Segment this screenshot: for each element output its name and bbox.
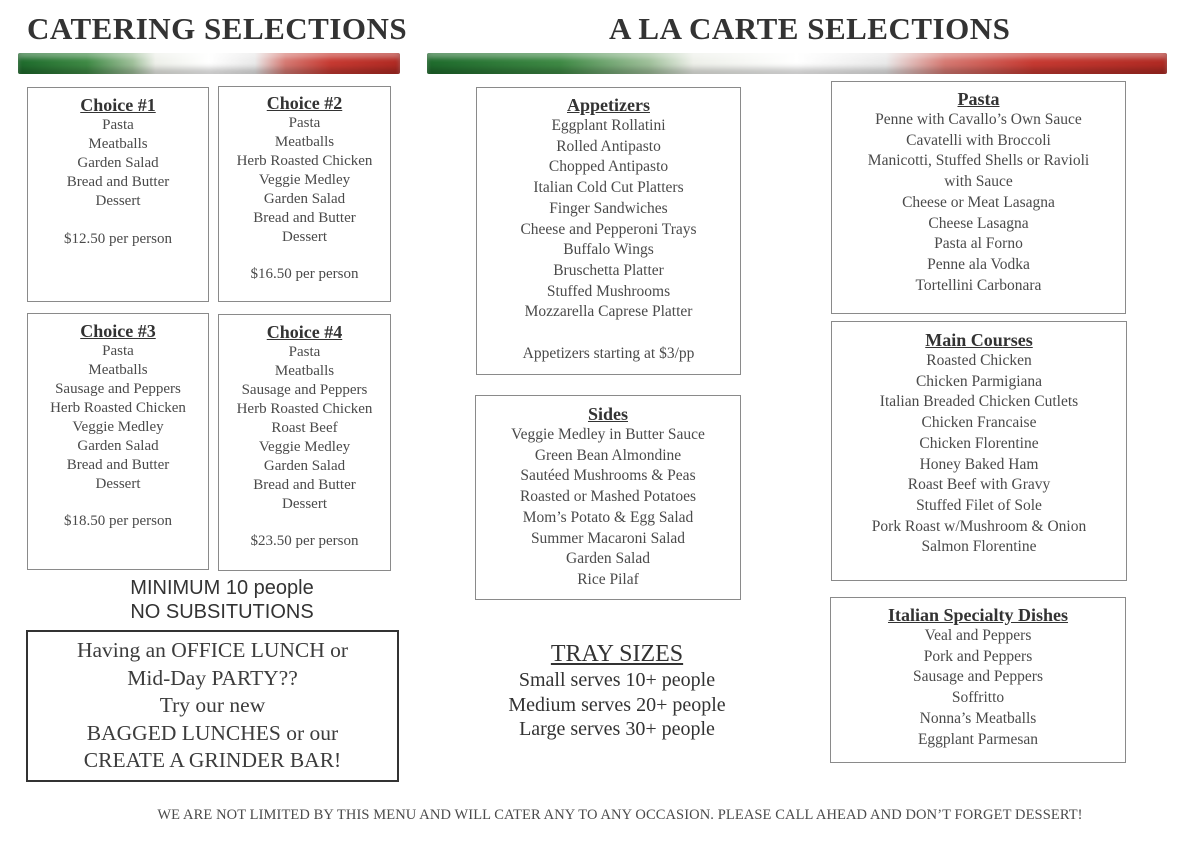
list-item: Nonna’s Meatballs	[919, 709, 1037, 727]
italian-flag-banner-right	[427, 53, 1167, 74]
promo-line: CREATE A GRINDER BAR!	[83, 748, 342, 772]
list-item: Chopped Antipasto	[548, 158, 669, 176]
list-item: Dessert	[282, 496, 327, 512]
list-item: Salmon Florentine	[921, 538, 1037, 556]
choice-1-items	[28, 116, 208, 211]
list-item: Bread and Butter	[253, 477, 356, 493]
office-lunch-promo	[26, 630, 399, 782]
list-item: Meatballs	[88, 136, 148, 152]
ala-carte-heading: A LA CARTE SELECTIONS	[609, 11, 1011, 46]
specialty-title: Italian Specialty Dishes	[887, 605, 1069, 625]
tray-sizes-title: TRAY SIZES	[550, 641, 684, 667]
tray-large: Large serves 30+ people	[519, 718, 715, 740]
list-item: Herb Roasted Chicken	[236, 401, 373, 417]
list-item: Sausage and Peppers	[241, 382, 368, 398]
list-item: Pasta al Forno	[934, 235, 1023, 253]
tray-medium: Medium serves 20+ people	[508, 693, 726, 716]
list-item: Honey Baked Ham	[919, 455, 1039, 473]
list-item: Cheese Lasagna	[928, 214, 1029, 232]
choice-2-title: Choice #2	[266, 93, 343, 113]
list-item: Herb Roasted Chicken	[236, 153, 373, 169]
minimum-note	[27, 576, 417, 624]
list-item: Pork and Peppers	[923, 647, 1033, 665]
list-item: Finger Sandwiches	[549, 199, 668, 217]
list-item: Bread and Butter	[66, 457, 170, 473]
specialty-items	[831, 626, 1125, 750]
appetizers-box	[476, 87, 741, 375]
list-item: Roast Beef	[271, 420, 338, 436]
sides-box	[475, 395, 741, 600]
tray-sizes	[475, 640, 759, 742]
main-courses-title: Main Courses	[925, 330, 1033, 350]
list-item: Italian Cold Cut Platters	[533, 179, 684, 197]
list-item: Veggie Medley in Butter Sauce	[511, 426, 705, 443]
list-item: with Sauce	[944, 173, 1013, 191]
choice-4-items	[219, 343, 390, 514]
promo-line: BAGGED LUNCHES or our	[86, 720, 339, 745]
list-item: Cheese and Pepperoni Trays	[520, 220, 697, 238]
pasta-items	[832, 110, 1125, 296]
list-item: Chicken Florentine	[919, 434, 1039, 452]
list-item: Buffalo Wings	[563, 241, 654, 259]
list-item: Dessert	[95, 476, 141, 492]
specialty-box	[830, 597, 1126, 763]
promo-line: Try our new	[159, 693, 266, 717]
appetizers-price-note: Appetizers starting at $3/pp	[522, 345, 695, 363]
list-item: Cheese or Meat Lasagna	[902, 193, 1055, 211]
choice-3-price: $18.50 per person	[64, 513, 172, 529]
list-item: Veggie Medley	[258, 172, 351, 188]
choice-3-items	[28, 342, 208, 494]
list-item: Veggie Medley	[258, 439, 351, 455]
list-item: Pasta	[288, 115, 321, 131]
pasta-title: Pasta	[957, 89, 1000, 109]
list-item: Garden Salad	[263, 191, 346, 207]
choice-2-box	[218, 86, 391, 302]
tray-small: Small serves 10+ people	[518, 669, 716, 691]
list-item: Veggie Medley	[72, 419, 164, 435]
substitutions-line: NO SUBSITUTIONS	[130, 601, 314, 623]
list-item: Roasted Chicken	[926, 352, 1032, 369]
choice-3-box	[27, 313, 209, 570]
choice-4-price: $23.50 per person	[250, 533, 359, 549]
italian-flag-banner-left	[18, 53, 400, 74]
list-item: Dessert	[95, 193, 141, 209]
list-item: Chicken Parmigiana	[915, 372, 1043, 390]
catering-heading: CATERING SELECTIONS	[27, 11, 408, 46]
choice-1-title: Choice #1	[80, 95, 156, 115]
list-item: Roasted or Mashed Potatoes	[519, 488, 697, 506]
appetizers-title: Appetizers	[567, 95, 650, 115]
list-item: Bread and Butter	[66, 174, 170, 190]
choice-2-items	[219, 114, 390, 247]
choice-3-title: Choice #3	[80, 321, 156, 341]
list-item: Summer Macaroni Salad	[530, 529, 686, 547]
sides-items	[476, 425, 740, 591]
list-item: Mozzarella Caprese Platter	[524, 303, 693, 321]
list-item: Herb Roasted Chicken	[50, 400, 186, 416]
list-item: Pasta	[102, 117, 134, 133]
promo-line: Mid-Day PARTY??	[127, 665, 298, 690]
list-item: Garden Salad	[263, 458, 346, 474]
list-item: Italian Breaded Chicken Cutlets	[879, 393, 1079, 411]
list-item: Sausage and Peppers	[913, 668, 1043, 686]
list-item: Green Bean Almondine	[534, 446, 682, 464]
list-item: Rolled Antipasto	[556, 137, 661, 155]
list-item: Sausage and Peppers	[55, 381, 181, 397]
choice-1-price: $12.50 per person	[64, 231, 172, 247]
list-item: Rice Pilaf	[577, 570, 639, 588]
list-item: Bruschetta Platter	[553, 261, 664, 279]
sides-title: Sides	[587, 404, 629, 424]
list-item: Meatballs	[274, 363, 335, 379]
list-item: Sautéed Mushrooms & Peas	[520, 467, 696, 485]
promo-line: Having an OFFICE LUNCH or	[76, 638, 349, 662]
pasta-box	[831, 81, 1126, 314]
list-item: Pork Roast w/Mushroom & Onion	[871, 517, 1087, 535]
choice-4-title: Choice #4	[266, 322, 343, 342]
list-item: Tortellini Carbonara	[915, 276, 1042, 294]
list-item: Meatballs	[274, 134, 335, 150]
list-item: Stuffed Filet of Sole	[916, 496, 1042, 514]
appetizers-items	[477, 116, 740, 323]
footer-note: WE ARE NOT LIMITED BY THIS MENU AND WILL CATER ANY TO ANY OCCASION. PLEASE CALL AHEAD AND DON’T FORGET DESSERT!	[157, 807, 1083, 823]
list-item: Chicken Francaise	[921, 414, 1037, 432]
main-courses-box	[831, 321, 1127, 581]
list-item: Cavatelli with Broccoli	[906, 131, 1051, 149]
choice-4-box	[218, 314, 391, 571]
list-item: Garden Salad	[77, 155, 159, 171]
list-item: Penne with Cavallo’s Own Sauce	[875, 111, 1082, 128]
list-item: Garden Salad	[77, 438, 159, 454]
choice-2-price: $16.50 per person	[250, 266, 359, 282]
list-item: Manicotti, Stuffed Shells or Ravioli	[867, 152, 1090, 170]
list-item: Penne ala Vodka	[927, 255, 1030, 273]
minimum-line: MINIMUM 10 people	[130, 577, 314, 599]
list-item: Pasta	[288, 344, 321, 360]
list-item: Bread and Butter	[253, 210, 356, 226]
list-item: Eggplant Parmesan	[917, 730, 1039, 748]
list-item: Dessert	[282, 229, 327, 245]
main-courses-items	[832, 351, 1126, 558]
list-item: Veal and Peppers	[924, 627, 1032, 644]
list-item: Stuffed Mushrooms	[546, 282, 671, 300]
list-item: Meatballs	[88, 362, 148, 378]
list-item: Mom’s Potato & Egg Salad	[522, 508, 694, 526]
list-item: Pasta	[102, 343, 134, 359]
choice-1-box	[27, 87, 209, 302]
list-item: Eggplant Rollatini	[551, 117, 666, 134]
list-item: Roast Beef with Gravy	[907, 476, 1051, 494]
list-item: Soffritto	[951, 689, 1005, 707]
list-item: Garden Salad	[566, 550, 650, 568]
